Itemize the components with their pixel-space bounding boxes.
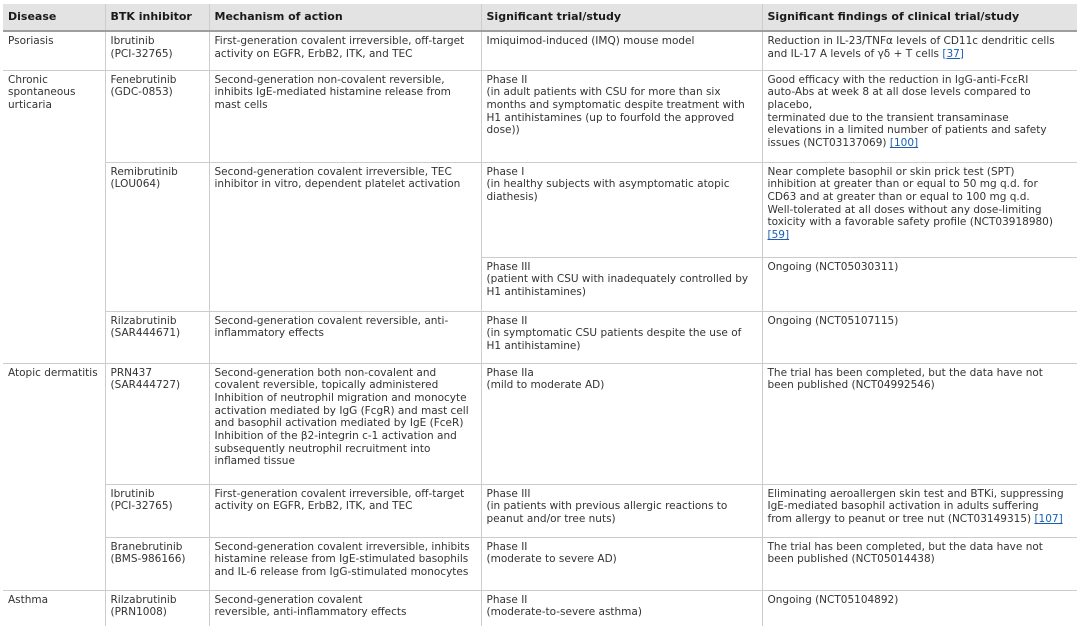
inhibitor-cell (105, 363, 209, 484)
trial-text: peanut and/or tree nuts) (486, 512, 616, 525)
header-findings: Significant findings of clinical trial/study (762, 4, 1077, 31)
trial-cell (481, 590, 762, 626)
trial-text: diathesis) (486, 190, 538, 203)
mechanism-text: Second-generation covalent (214, 593, 363, 606)
reference-link[interactable]: [37] (942, 47, 964, 60)
findings-text: inhibition at greater than or equal to 50 mg q.d. for (767, 178, 1038, 191)
disease-name: urticaria (8, 98, 52, 111)
findings-text: been published (NCT04992546) (767, 379, 935, 392)
findings-cell (762, 162, 1077, 257)
mechanism-cell (209, 31, 481, 70)
findings-cell (762, 363, 1077, 484)
header-btk-inhibitor: BTK inhibitor (105, 4, 209, 31)
mechanism-text: Second-generation covalent irreversible, inhibits (214, 540, 470, 553)
table-row (3, 162, 1077, 257)
inhibitor-code: (LOU064) (110, 178, 161, 191)
findings-text: Ongoing (NCT05030311) (767, 260, 899, 273)
trial-cell (481, 162, 762, 257)
inhibitor-name: Rilzabrutinib (110, 314, 177, 327)
header-mechanism: Mechanism of action (209, 4, 481, 31)
findings-text: IgE-mediated basophil activation in adults suffering (767, 500, 1039, 513)
trial-text: (in adult patients with CSU for more than six (486, 86, 721, 99)
mechanism-text: activation mediated by IgG (FcgR) and mast cell (214, 404, 469, 417)
mechanism-text: Second-generation covalent irreversible, TEC (214, 165, 452, 178)
trial-text: (patient with CSU with inadequately controlled by (486, 273, 749, 286)
trial-text: Phase I (486, 165, 525, 178)
inhibitor-cell (105, 162, 209, 311)
mechanism-text: inflammatory effects (214, 327, 324, 340)
inhibitor-cell (105, 484, 209, 537)
trial-cell (481, 311, 762, 363)
trial-text: (moderate-to-severe asthma) (486, 606, 642, 619)
inhibitor-name: Ibrutinib (110, 487, 155, 500)
table-row (3, 70, 1077, 162)
mechanism-cell (209, 311, 481, 363)
header-disease: Disease (3, 4, 105, 31)
findings-text: placebo, (767, 98, 813, 111)
findings-text: Eliminating aeroallergen skin test and BTKi, suppressing (767, 487, 1064, 500)
trial-text: H1 antihistamine) (486, 339, 581, 352)
trial-text: (moderate to severe AD) (486, 553, 617, 566)
findings-text-part: and IL-17 A levels of γδ + T cells (767, 47, 939, 60)
inhibitor-name: Remibrutinib (110, 165, 178, 178)
trial-cell (481, 70, 762, 162)
inhibitor-code: (GDC-0853) (110, 86, 173, 99)
trial-text: months and symptomatic despite treatment with (486, 98, 745, 111)
reference-link[interactable]: [107] (1034, 512, 1063, 525)
findings-text: The trial has been completed, but the data have not (767, 366, 1043, 379)
inhibitor-cell (105, 590, 209, 626)
disease-name: Asthma (8, 593, 49, 606)
mechanism-text: covalent reversible, topically administered (214, 379, 439, 392)
inhibitor-code: (PCI-32765) (110, 47, 173, 60)
findings-text: Ongoing (NCT05107115) (767, 314, 899, 327)
disease-name: spontaneous (8, 86, 76, 99)
inhibitor-name: PRN437 (110, 366, 153, 379)
mechanism-cell (209, 537, 481, 590)
mechanism-text: subsequently neutrophil recruitment into (214, 442, 431, 455)
mechanism-text: Second-generation non-covalent reversible, (214, 73, 445, 86)
findings-text (768, 513, 1074, 526)
disease-name: Atopic dermatitis (8, 366, 98, 379)
inhibitor-name: Fenebrutinib (110, 73, 177, 86)
findings-text: CD63 and at greater than or equal to 100 mg q.d. (767, 190, 1030, 203)
inhibitor-name: Rilzabrutinib (110, 593, 177, 606)
disease-name: Psoriasis (8, 35, 54, 47)
reference-link[interactable]: [59] (767, 229, 790, 242)
mechanism-text: inhibits IgE-mediated histamine release from (214, 86, 451, 99)
trial-text: (in patients with previous allergic reactions to (486, 500, 728, 513)
mechanism-text: and IL-6 release from IgG-stimulated monocytes (214, 565, 469, 578)
trial-text: (in healthy subjects with asymptomatic atopic (486, 178, 730, 191)
trial-text: (mild to moderate AD) (486, 379, 605, 392)
mechanism-text: inflamed tissue (214, 455, 295, 468)
findings-cell (762, 311, 1077, 363)
inhibitor-code: (SAR444727) (110, 379, 181, 392)
findings-text: Ongoing (NCT05104892) (767, 593, 899, 606)
disease-cell (3, 363, 105, 590)
mechanism-text: activity on EGFR, ErbB2, ITK, and TEC (214, 47, 413, 60)
trial-text: Phase III (486, 260, 531, 273)
disease-cell (3, 31, 105, 70)
findings-text: auto-Abs at week 8 at all dose levels compared to (767, 86, 1031, 99)
table-row (3, 31, 1077, 70)
disease-cell (3, 70, 105, 363)
mechanism-cell (209, 70, 481, 162)
inhibitor-name: Ibrutinib (110, 35, 155, 47)
findings-cell (762, 537, 1077, 590)
mechanism-text: and basophil activation mediated by IgE (FceR) (214, 417, 464, 430)
trial-text: dose)) (486, 124, 520, 137)
trial-cell (481, 31, 762, 70)
trial-text: Phase II (486, 593, 528, 606)
mechanism-text: reversible, anti-inflammatory effects (214, 606, 407, 619)
header-trial: Significant trial/study (481, 4, 762, 31)
inhibitor-code: (SAR444671) (110, 327, 181, 340)
findings-text: been published (NCT05014438) (767, 553, 935, 566)
trial-text: Phase II (486, 540, 528, 553)
findings-cell (762, 590, 1077, 626)
findings-cell (762, 70, 1077, 162)
mechanism-cell (209, 590, 481, 626)
reference-link[interactable]: [100] (889, 137, 919, 150)
inhibitor-cell (105, 537, 209, 590)
mechanism-cell (209, 162, 481, 311)
table-row (3, 537, 1077, 590)
trial-text: Phase II (486, 73, 528, 86)
mechanism-text: First-generation covalent irreversible, off-target (214, 35, 465, 47)
trial-text: (in symptomatic CSU patients despite the use of (486, 327, 742, 340)
findings-text: toxicity with a favorable safety profile (NCT03918980) (767, 216, 1053, 229)
mechanism-text: inhibitor in vitro, dependent platelet activation (214, 178, 461, 191)
trial-cell (481, 363, 762, 484)
table-row (3, 311, 1077, 363)
trial-text: Phase IIa (486, 366, 534, 379)
mechanism-cell (209, 484, 481, 537)
mechanism-text: Second-generation both non-covalent and (214, 366, 437, 379)
trial-text: Imiquimod-induced (IMQ) mouse model (486, 35, 695, 47)
inhibitor-cell (105, 31, 209, 70)
findings-text: elevations in a limited number of patients and safety (767, 124, 1047, 137)
trial-cell (481, 484, 762, 537)
table-row (3, 590, 1077, 626)
table-row (3, 484, 1077, 537)
mechanism-text: activity on EGFR, ErbB2, ITK, and TEC (214, 500, 413, 513)
mechanism-text: mast cells (214, 98, 268, 111)
findings-text: Well-tolerated at all doses without any dose-limiting (767, 203, 1042, 216)
mechanism-text: Inhibition of the β2-integrin c-1 activation and (214, 430, 457, 443)
findings-cell (762, 31, 1077, 70)
mechanism-text: Second-generation covalent reversible, anti- (214, 314, 449, 327)
table-row (3, 363, 1077, 484)
inhibitor-code: (PRN1008) (110, 606, 167, 619)
disease-cell (3, 590, 105, 626)
findings-text: The trial has been completed, but the data have not (767, 540, 1043, 553)
mechanism-text: Inhibition of neutrophil migration and monocyte (214, 391, 467, 404)
inhibitor-cell (105, 311, 209, 363)
findings-cell (762, 257, 1077, 311)
trial-text: Phase II (486, 314, 528, 327)
findings-text-part: from allergy to peanut or tree nut (NCT03149315) (767, 512, 1032, 525)
findings-text (768, 229, 1074, 242)
findings-cell (762, 484, 1077, 537)
trial-text: H1 antihistamines) (486, 285, 586, 298)
btk-inhibitor-table (3, 4, 1077, 626)
mechanism-text: First-generation covalent irreversible, off-target (214, 487, 465, 500)
disease-name: Chronic (8, 73, 48, 86)
inhibitor-code: (PCI-32765) (110, 500, 173, 513)
inhibitor-name: Branebrutinib (110, 540, 183, 553)
findings-text (768, 48, 1074, 61)
header-row (3, 4, 1077, 31)
inhibitor-cell (105, 70, 209, 162)
findings-text: terminated due to the transient transaminase (767, 111, 1009, 124)
findings-text: Near complete basophil or skin prick test (SPT) (767, 165, 1015, 178)
trial-cell (481, 257, 762, 311)
trial-text: H1 antihistamines (up to fourfold the approved (486, 111, 735, 124)
mechanism-text: histamine release from IgE-stimulated basophils (214, 553, 469, 566)
findings-text (768, 137, 1074, 150)
trial-text: Phase III (486, 487, 531, 500)
inhibitor-code: (BMS-986166) (110, 553, 186, 566)
findings-text: Good efficacy with the reduction in IgG-anti-FcεRI (767, 73, 1029, 86)
mechanism-cell (209, 363, 481, 484)
findings-text-part: issues (NCT03137069) (767, 137, 887, 150)
trial-cell (481, 537, 762, 590)
findings-text: Reduction in IL-23/TNFα levels of CD11c dendritic cells (767, 35, 1055, 47)
